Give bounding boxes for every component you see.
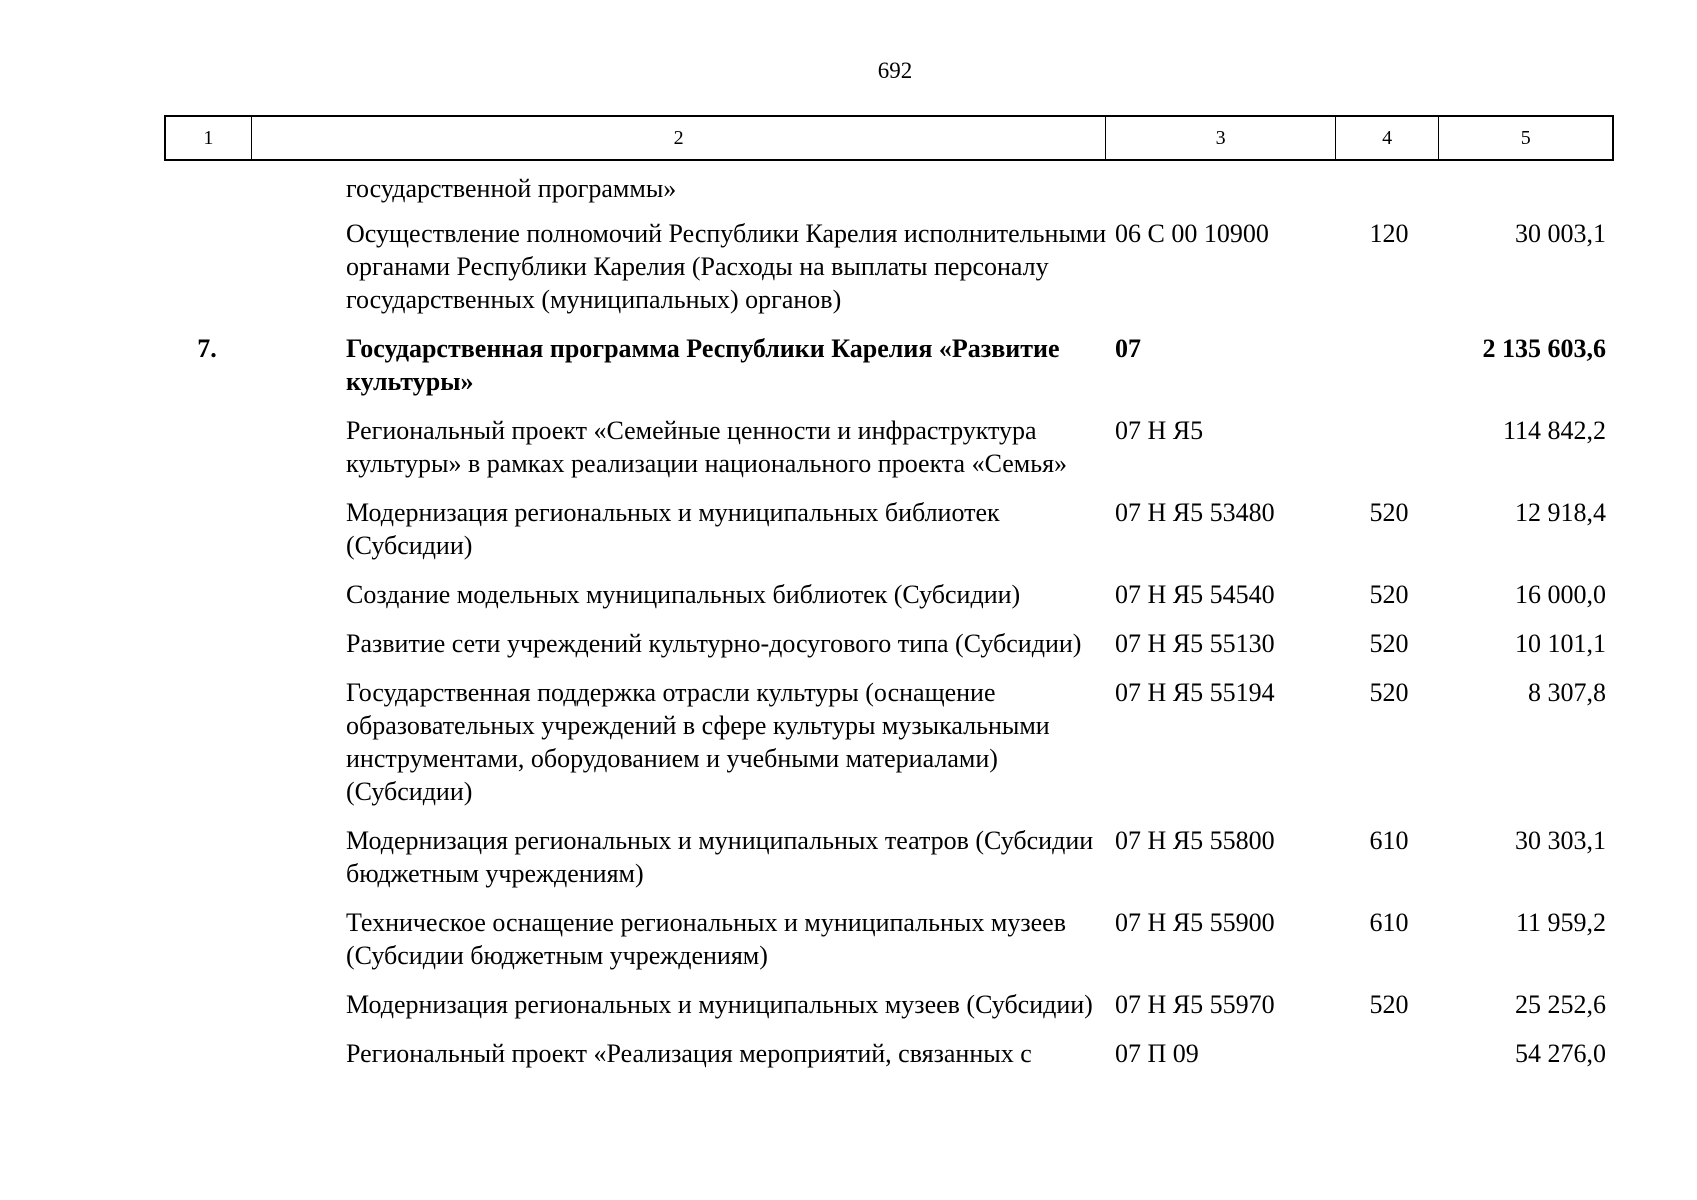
row-number <box>164 906 250 972</box>
amount: 25 252,6 <box>1515 990 1606 1019</box>
target-article-code: 07 Н Я5 <box>1115 416 1204 445</box>
expense-type-code <box>1337 172 1441 205</box>
expense-name: Региональный проект «Реализация мероприятий, связанных с <box>346 1039 1032 1068</box>
target-article-code: 07 Н Я5 54540 <box>1115 580 1275 609</box>
expense-name: Модернизация региональных и муниципальных театров (Субсидии бюджетным учреждениям) <box>346 826 1094 888</box>
amount: 114 842,2 <box>1502 416 1606 445</box>
column-header-4: 4 <box>1336 117 1440 159</box>
expense-name: государственной программы» <box>346 174 677 203</box>
target-article-code: 07 Н Я5 55970 <box>1115 990 1275 1019</box>
expense-type-code: 610 <box>1369 908 1409 937</box>
expense-type-code: 520 <box>1369 580 1409 609</box>
amount: 54 276,0 <box>1515 1039 1606 1068</box>
target-article-code: 06 С 00 10900 <box>1115 219 1269 248</box>
table-row <box>164 824 1614 890</box>
amount: 10 101,1 <box>1515 629 1606 658</box>
row-number <box>164 414 250 480</box>
expense-type-code <box>1337 1037 1441 1070</box>
row-number <box>164 627 250 660</box>
row-number <box>164 824 250 890</box>
target-article-code: 07 Н Я5 55800 <box>1115 826 1275 855</box>
target-article-code: 07 П 09 <box>1115 1039 1199 1068</box>
amount: 30 003,1 <box>1515 219 1606 248</box>
expense-name: Создание модельных муниципальных библиотек (Субсидии) <box>346 580 1021 609</box>
target-article-code: 07 Н Я5 55194 <box>1115 678 1275 707</box>
table-row <box>164 906 1614 972</box>
row-number <box>164 217 250 316</box>
row-number <box>164 578 250 611</box>
row-number <box>164 172 250 205</box>
page-number: 692 <box>877 58 913 83</box>
target-article-code: 07 Н Я5 55130 <box>1115 629 1275 658</box>
expense-type-code: 520 <box>1369 629 1409 658</box>
expense-type-code: 520 <box>1369 498 1409 527</box>
target-article-code <box>1107 172 1337 205</box>
row-number: 7. <box>197 334 217 363</box>
expense-type-code: 520 <box>1369 990 1409 1019</box>
table-row <box>164 627 1614 660</box>
expense-name: Техническое оснащение региональных и муниципальных музеев (Субсидии бюджетным учреждениям) <box>346 908 1066 970</box>
expense-type-code: 520 <box>1369 678 1409 707</box>
amount: 11 959,2 <box>1515 908 1606 937</box>
table-row <box>164 1037 1614 1070</box>
amount: 30 303,1 <box>1515 826 1606 855</box>
expense-name: Региональный проект «Семейные ценности и инфраструктура культуры» в рамках реализации национального проекта «Семья» <box>346 416 1068 478</box>
row-number <box>164 1037 250 1070</box>
expense-name: Осуществление полномочий Республики Карелия исполнительными органами Республики Карелия (Расходы на выплаты персоналу государственных (муниципальных) органов) <box>346 219 1107 314</box>
expense-name: Государственная поддержка отрасли культуры (оснащение образовательных учреждений в сфере культуры музыкальными инструментами, оборудованием и учебными материалами) (Субсидии) <box>346 678 1050 806</box>
expense-type-code: 120 <box>1369 219 1409 248</box>
expense-name: Развитие сети учреждений культурно-досугового типа (Субсидии) <box>346 629 1082 658</box>
table-row <box>164 496 1614 562</box>
expense-type-code: 610 <box>1369 826 1409 855</box>
table-row <box>164 578 1614 611</box>
amount: 16 000,0 <box>1515 580 1606 609</box>
column-header-1: 1 <box>166 117 252 159</box>
column-header-2: 2 <box>252 117 1107 159</box>
column-header-5: 5 <box>1520 126 1531 149</box>
amount <box>1441 172 1614 205</box>
column-number-header <box>164 115 1614 161</box>
expense-name: Модернизация региональных и муниципальных библиотек (Субсидии) <box>346 498 1000 560</box>
amount: 12 918,4 <box>1515 498 1606 527</box>
amount: 8 307,8 <box>1528 678 1606 707</box>
row-number <box>164 676 250 808</box>
table-row <box>164 676 1614 808</box>
row-number <box>164 988 250 1021</box>
expense-name: Модернизация региональных и муниципальных музеев (Субсидии) <box>346 990 1093 1019</box>
table-row <box>164 988 1614 1021</box>
budget-table-body <box>164 172 1614 1086</box>
expense-type-code <box>1337 414 1441 480</box>
target-article-code: 07 Н Я5 53480 <box>1115 498 1275 527</box>
target-article-code: 07 <box>1115 334 1141 363</box>
table-row <box>164 217 1614 316</box>
expense-name: Государственная программа Республики Карелия «Развитие культуры» <box>346 334 1060 396</box>
expense-type-code <box>1337 332 1441 398</box>
target-article-code: 07 Н Я5 55900 <box>1115 908 1275 937</box>
row-number <box>164 496 250 562</box>
table-row <box>164 414 1614 480</box>
table-row <box>164 172 1614 205</box>
table-row <box>164 332 1614 398</box>
amount: 2 135 603,6 <box>1482 334 1606 363</box>
column-header-3: 3 <box>1106 117 1335 159</box>
